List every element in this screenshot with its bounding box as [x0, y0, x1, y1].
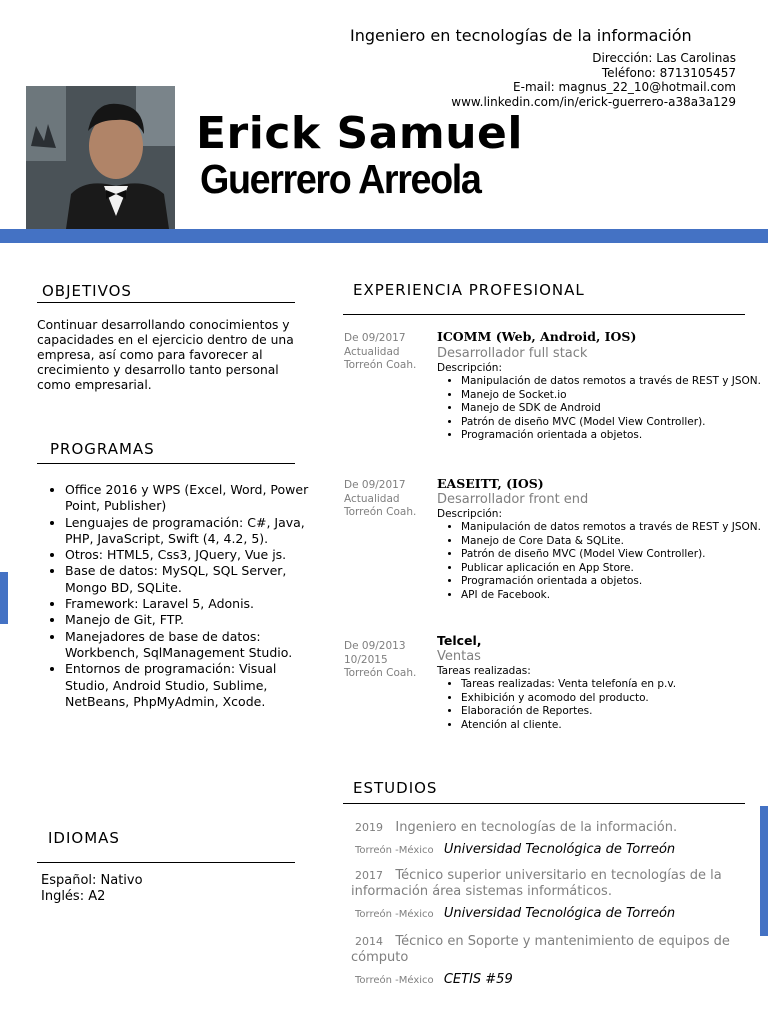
right-accent-mark	[760, 806, 768, 936]
study-item	[351, 868, 731, 921]
list-item: Español: Nativo	[41, 873, 143, 888]
study-location: Torreón -México	[355, 975, 434, 986]
list-item: • API de Facebook.	[461, 589, 768, 603]
divider	[37, 862, 295, 863]
study-school: Universidad Tecnológica de Torreón	[443, 906, 676, 921]
job-desc-label: Descripción:	[437, 362, 502, 374]
job-tasks	[437, 521, 768, 602]
study-school: Universidad Tecnológica de Torreón	[443, 842, 676, 857]
study-year: 2017	[355, 869, 383, 882]
programs-list	[38, 482, 323, 710]
objectives-title: OBJETIVOS	[42, 282, 132, 300]
job-company: Telcel,	[437, 633, 482, 648]
list-item: • Manejo de Core Data & SQLite.	[461, 535, 768, 549]
job-meta	[344, 640, 434, 681]
list-item: • Manejo de Git, FTP.	[65, 612, 323, 628]
list-item: • Base de datos: MySQL, SQL Server, Mongo BD, SQLite.	[65, 563, 323, 596]
header-accent-bar	[0, 229, 768, 243]
job-date-end: Actualidad	[344, 345, 400, 358]
job-role: Ventas	[437, 649, 481, 664]
job-date-end: Actualidad	[344, 492, 400, 505]
list-item: • Patrón de diseño MVC (Model View Controller).	[461, 548, 768, 562]
languages-title: IDIOMAS	[48, 829, 120, 847]
linkedin-link[interactable]: www.linkedin.com/in/erick-guerrero-a38a3a129	[451, 94, 736, 109]
list-item: • Publicar aplicación en App Store.	[461, 562, 768, 576]
study-item	[351, 934, 731, 987]
divider	[37, 463, 295, 464]
job-meta	[344, 332, 434, 373]
study-location: Torreón -México	[355, 909, 434, 920]
list-item: • Manejo de SDK de Android	[461, 402, 768, 416]
list-item: • Entornos de programación: Visual Studio, Android Studio, Sublime, NetBeans, PhpMyAdmin, Xcode.	[65, 661, 323, 710]
divider	[37, 302, 295, 303]
list-item: • Framework: Laravel 5, Adonis.	[65, 596, 323, 612]
job-location: Torreón Coah.	[344, 506, 417, 518]
job-location: Torreón Coah.	[344, 667, 417, 679]
study-school: CETIS #59	[443, 972, 513, 987]
job-desc-label: Tareas realizadas:	[437, 665, 531, 677]
name-first: Erick Samuel	[196, 108, 523, 159]
contact-info	[451, 51, 736, 109]
list-item: • Tareas realizadas: Venta telefonía en p.v.	[461, 678, 768, 692]
list-item: • Lenguajes de programación: C#, Java, PHP, JavaScript, Swift (4, 4.2, 5).	[65, 515, 323, 548]
profile-photo	[26, 86, 175, 229]
job-role: Desarrollador full stack	[437, 346, 588, 361]
study-location: Torreón -México	[355, 845, 434, 856]
divider	[343, 314, 745, 315]
study-title: Ingeniero en tecnologías de la información.	[395, 820, 678, 835]
list-item: • Patrón de diseño MVC (Model View Controller).	[461, 416, 768, 430]
list-item: • Manipulación de datos remotos a través de REST y JSON.	[461, 521, 768, 535]
job-meta	[344, 479, 434, 520]
study-title: Técnico superior universitario en tecnologías de la información área sistemas informáticos.	[351, 868, 722, 899]
address: Dirección: Las Carolinas	[592, 51, 736, 65]
study-item	[351, 820, 731, 857]
experience-title: EXPERIENCIA PROFESIONAL	[353, 281, 585, 299]
list-item: • Atención al cliente.	[461, 719, 768, 733]
job-tasks	[437, 375, 768, 443]
person-photo-illustration	[26, 86, 175, 229]
list-item: • Elaboración de Reportes.	[461, 705, 768, 719]
list-item: • Manejadores de base de datos: Workbench, SqlManagement Studio.	[65, 629, 323, 662]
studies-title: ESTUDIOS	[353, 779, 438, 797]
job-role: Desarrollador front end	[437, 492, 589, 507]
job-location: Torreón Coah.	[344, 359, 417, 371]
email-link[interactable]: E-mail: magnus_22_10@hotmail.com	[513, 80, 736, 94]
study-title: Técnico en Soporte y mantenimiento de equipos de cómputo	[351, 934, 730, 965]
list-item: • Programación orientada a objetos.	[461, 429, 768, 443]
list-item: • Manipulación de datos remotos a través de REST y JSON.	[461, 375, 768, 389]
job-date-end: 10/2015	[344, 653, 388, 666]
left-accent-mark	[0, 572, 8, 624]
job-date-start: De 09/2017	[344, 479, 406, 491]
objectives-text: Continuar desarrollando conocimientos y capacidades en el ejercicio dentro de una empresa, así como para favorecer al crecimiento y desarrollo tanto personal como empresarial.	[37, 318, 294, 392]
list-item: • Office 2016 y WPS (Excel, Word, Power Point, Publisher)	[65, 482, 323, 515]
list-item: • Manejo de Socket.io	[461, 389, 768, 403]
job-company: EASEITT, (IOS)	[437, 476, 544, 491]
list-item: • Exhibición y acomodo del producto.	[461, 692, 768, 706]
list-item: • Otros: HTML5, Css3, JQuery, Vue js.	[65, 547, 323, 563]
study-year: 2014	[355, 935, 383, 948]
phone: Teléfono: 8713105457	[601, 65, 736, 80]
study-year: 2019	[355, 821, 383, 834]
job-date-start: De 09/2013	[344, 640, 406, 652]
job-company: ICOMM (Web, Android, IOS)	[437, 329, 637, 344]
job-date-start: De 09/2017	[344, 332, 406, 344]
job-desc-label: Descripción:	[437, 508, 502, 520]
list-item: Inglés: A2	[41, 889, 106, 904]
job-tasks	[437, 678, 768, 732]
divider	[343, 803, 745, 804]
languages-list	[41, 873, 143, 905]
job-title: Ingeniero en tecnologías de la información	[350, 26, 692, 45]
programs-title: PROGRAMAS	[50, 440, 155, 458]
name-last: Guerrero Arreola	[200, 156, 481, 202]
list-item: • Programación orientada a objetos.	[461, 575, 768, 589]
